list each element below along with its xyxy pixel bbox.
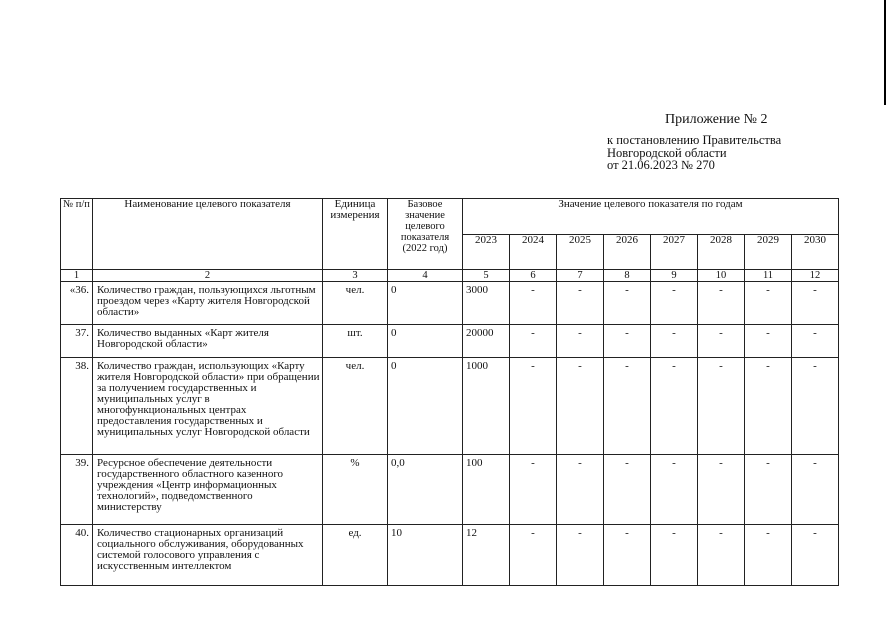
column-number: 10 bbox=[698, 270, 745, 282]
column-numbers-row bbox=[61, 270, 839, 282]
appendix-title: Приложение № 2 bbox=[665, 112, 768, 127]
value-2030: - bbox=[792, 325, 839, 358]
column-number: 1 bbox=[61, 270, 93, 282]
table-header bbox=[61, 199, 839, 270]
column-number: 8 bbox=[604, 270, 651, 282]
indicator-name: Количество граждан, использующих «Карту жителя Новгородской области» при обращении за получением государственных и муниципальных услуг в многофункциональных центрах предоставления государственных и муниципальных услуг Новгородской области bbox=[93, 358, 323, 455]
value-2023: 12 bbox=[463, 525, 510, 586]
base-value: 10 bbox=[388, 525, 463, 586]
value-2027: - bbox=[651, 455, 698, 525]
value-2026: - bbox=[604, 455, 651, 525]
table-row bbox=[61, 455, 839, 525]
unit-cell: шт. bbox=[323, 325, 388, 358]
header-year: 2026 bbox=[604, 235, 651, 270]
base-value: 0 bbox=[388, 282, 463, 325]
table-body bbox=[61, 282, 839, 586]
value-2028: - bbox=[698, 525, 745, 586]
column-number: 5 bbox=[463, 270, 510, 282]
value-2025: - bbox=[557, 525, 604, 586]
value-2023: 3000 bbox=[463, 282, 510, 325]
value-2029: - bbox=[745, 325, 792, 358]
header-line-2: Новгородской области bbox=[607, 145, 727, 160]
value-2030: - bbox=[792, 358, 839, 455]
header-line-3: от 21.06.2023 № 270 bbox=[607, 158, 715, 172]
table-row bbox=[61, 282, 839, 325]
indicator-name: Ресурсное обеспечение деятельности государственного областного казенного учреждения «Центр информационных технологий», подведомственного министерству bbox=[93, 455, 323, 525]
column-number: 4 bbox=[388, 270, 463, 282]
unit-cell: % bbox=[323, 455, 388, 525]
indicators-table bbox=[60, 198, 839, 586]
unit-cell: чел. bbox=[323, 358, 388, 455]
value-2024: - bbox=[510, 525, 557, 586]
row-number: 37. bbox=[61, 325, 93, 358]
value-2029: - bbox=[745, 455, 792, 525]
value-2024: - bbox=[510, 358, 557, 455]
table-row bbox=[61, 525, 839, 586]
indicator-name: Количество граждан, пользующихся льготным проездом через «Карту жителя Новгородской области» bbox=[93, 282, 323, 325]
value-2026: - bbox=[604, 325, 651, 358]
header-unit: Единица измерения bbox=[323, 199, 388, 270]
value-2023: 100 bbox=[463, 455, 510, 525]
column-number: 11 bbox=[745, 270, 792, 282]
table-row bbox=[61, 358, 839, 455]
value-2027: - bbox=[651, 358, 698, 455]
header-year: 2029 bbox=[745, 235, 792, 270]
header-year: 2028 bbox=[698, 235, 745, 270]
value-2024: - bbox=[510, 455, 557, 525]
value-2024: - bbox=[510, 325, 557, 358]
column-number: 2 bbox=[93, 270, 323, 282]
row-number: «36. bbox=[61, 282, 93, 325]
value-2025: - bbox=[557, 282, 604, 325]
value-2029: - bbox=[745, 525, 792, 586]
indicator-name: Количество выданных «Карт жителя Новгородской области» bbox=[93, 325, 323, 358]
unit-cell: ед. bbox=[323, 525, 388, 586]
base-value: 0 bbox=[388, 325, 463, 358]
value-2025: - bbox=[557, 325, 604, 358]
value-2029: - bbox=[745, 358, 792, 455]
value-2027: - bbox=[651, 325, 698, 358]
value-2023: 1000 bbox=[463, 358, 510, 455]
column-number: 9 bbox=[651, 270, 698, 282]
base-value: 0,0 bbox=[388, 455, 463, 525]
header-year: 2023 bbox=[463, 235, 510, 270]
header-num: № п/п bbox=[61, 199, 93, 270]
column-number: 6 bbox=[510, 270, 557, 282]
value-2028: - bbox=[698, 282, 745, 325]
row-number: 40. bbox=[61, 525, 93, 586]
row-number: 39. bbox=[61, 455, 93, 525]
row-number: 38. bbox=[61, 358, 93, 455]
value-2030: - bbox=[792, 525, 839, 586]
table-row bbox=[61, 325, 839, 358]
value-2028: - bbox=[698, 358, 745, 455]
value-2025: - bbox=[557, 455, 604, 525]
header-line-1: к постановлению Правительства bbox=[607, 133, 782, 147]
value-2027: - bbox=[651, 282, 698, 325]
document-header bbox=[607, 112, 847, 172]
header-name: Наименование целевого показателя bbox=[93, 199, 323, 270]
value-2026: - bbox=[604, 282, 651, 325]
header-year: 2027 bbox=[651, 235, 698, 270]
indicator-name: Количество стационарных организаций социального обслуживания, оборудованных системой голосового управления с искусственным интеллектом bbox=[93, 525, 323, 586]
header-year: 2030 bbox=[792, 235, 839, 270]
value-2030: - bbox=[792, 455, 839, 525]
value-2027: - bbox=[651, 525, 698, 586]
header-base: Базовое значение целевого показателя (2022 год) bbox=[388, 199, 463, 270]
column-number: 12 bbox=[792, 270, 839, 282]
value-2029: - bbox=[745, 282, 792, 325]
column-number: 7 bbox=[557, 270, 604, 282]
value-2023: 20000 bbox=[463, 325, 510, 358]
value-2028: - bbox=[698, 325, 745, 358]
header-values-group: Значение целевого показателя по годам bbox=[463, 199, 839, 235]
value-2026: - bbox=[604, 525, 651, 586]
value-2026: - bbox=[604, 358, 651, 455]
header-year: 2025 bbox=[557, 235, 604, 270]
value-2024: - bbox=[510, 282, 557, 325]
value-2030: - bbox=[792, 282, 839, 325]
column-number: 3 bbox=[323, 270, 388, 282]
value-2028: - bbox=[698, 455, 745, 525]
value-2025: - bbox=[557, 358, 604, 455]
base-value: 0 bbox=[388, 358, 463, 455]
header-year: 2024 bbox=[510, 235, 557, 270]
unit-cell: чел. bbox=[323, 282, 388, 325]
scan-edge-line bbox=[884, 0, 886, 105]
